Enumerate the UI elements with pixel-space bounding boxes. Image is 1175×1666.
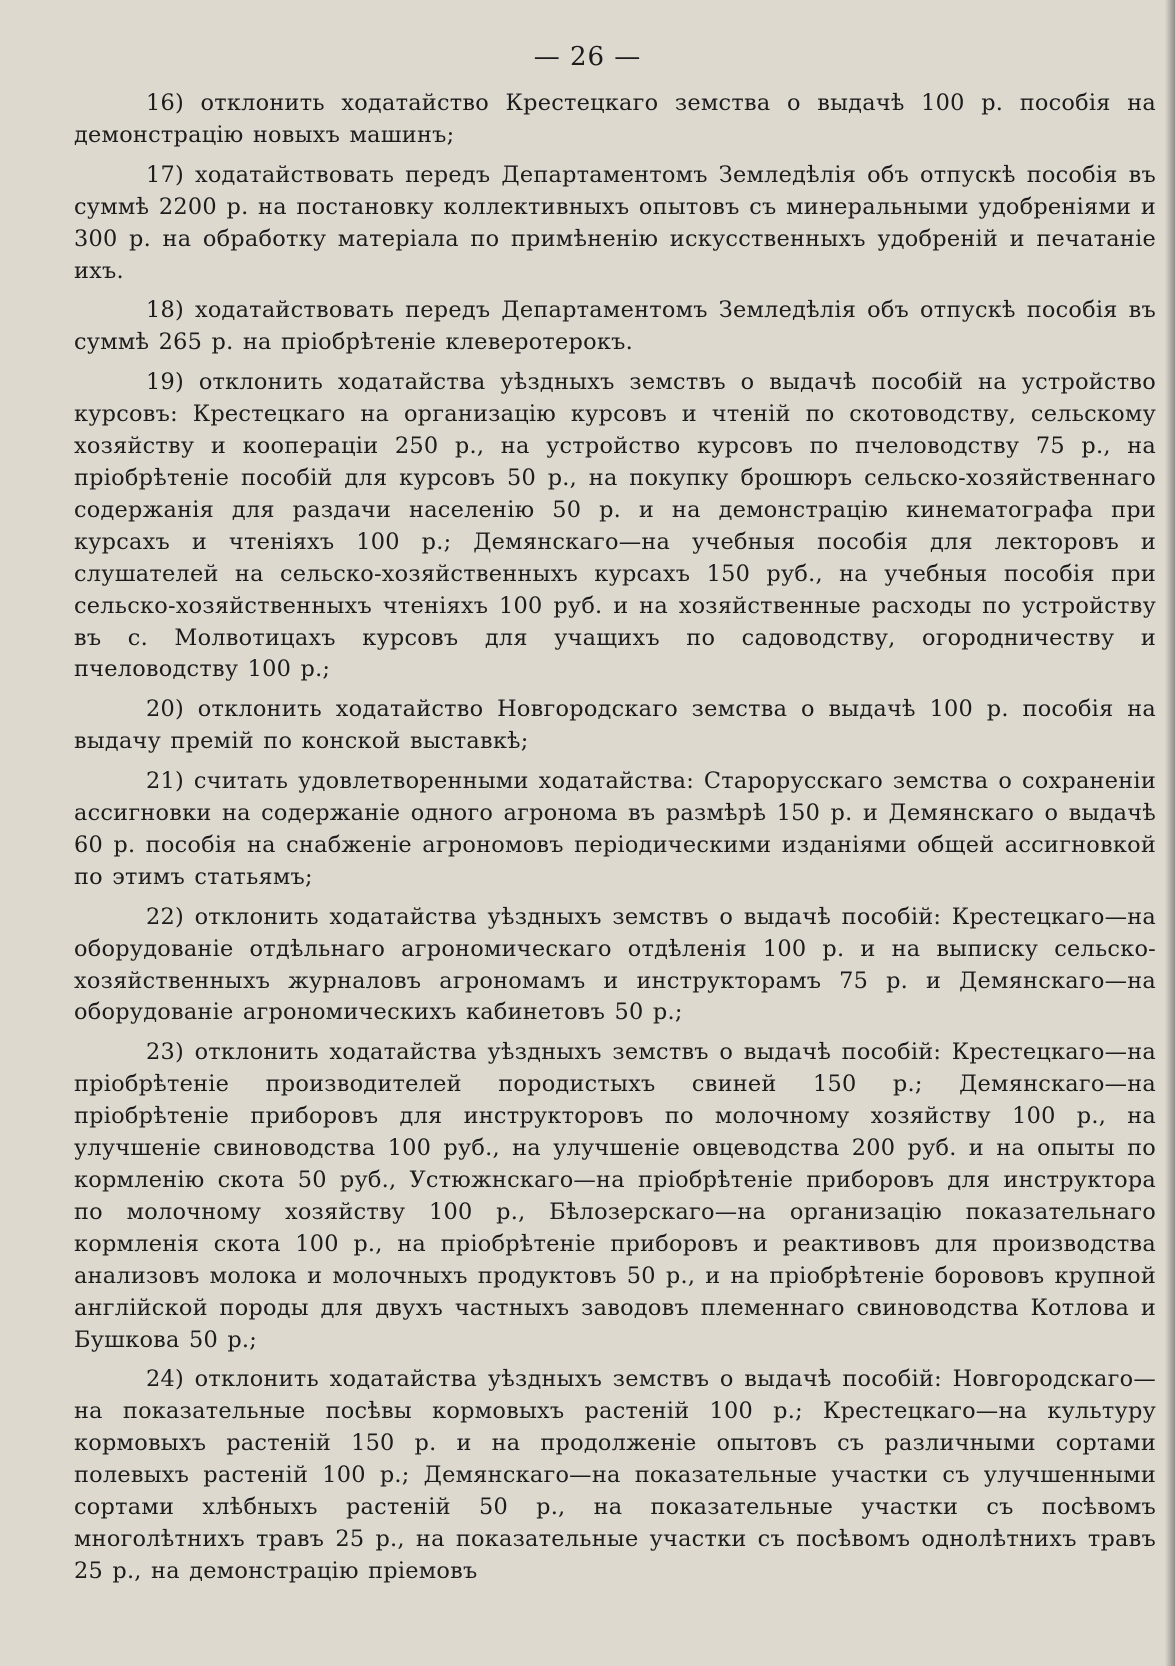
paragraph-18: 18) ходатайствовать передъ Департаментомъ Земледѣлія объ отпускѣ пособія въ суммѣ 265 р. на пріобрѣтеніе клеверотерокъ. (74, 297, 1156, 356)
paragraph-16: 16) отклонить ходатайство Крестецкаго земства о выдачѣ 100 р. пособія на демонстрацію новыхъ машинъ; (74, 90, 1156, 148)
paragraph-24: 24) отклонить ходатайства уѣздныхъ земствъ о выдачѣ пособій: Новгородскаго—на показательные посѣвы кормовыхъ растеній 100 р.; Крестецкаго—на культуру кормовыхъ растеній 150 р. и на продолженіе опытовъ съ различными сортами полевыхъ растеній 100 р.; Демянскаго—на показательные участки съ улучшенными сортами хлѣбныхъ растеній 50 р., на показательные участки съ посѣвомъ многолѣтнихъ травъ 25 р., на показательные участки съ посѣвомъ однолѣтнихъ травъ 25 р., на демонстрацію пріемовъ (74, 1366, 1156, 1584)
page-number: — 26 — (533, 42, 642, 72)
paragraph-21: 21) считать удовлетворенными ходатайства: Старорусскаго земства о сохраненіи ассигновки на содержаніе одного агронома въ размѣрѣ 150 р. и Демянскаго о выдачѣ 60 р. пособія на снабженіе агрономовъ періодическими изданіями общей ассигновкой по этимъ статьямъ; (74, 768, 1156, 890)
text-body (74, 88, 1156, 1596)
paragraph-17: 17) ходатайствовать передъ Департаментомъ Земледѣлія объ отпускѣ пособія въ суммѣ 2200 р. на постановку коллективныхъ опытовъ съ минеральными удобреніями и 300 р. на обработку матеріала по примѣненію искусственныхъ удобреній и печатаніе ихъ. (74, 161, 1156, 284)
paragraph-20: 20) отклонить ходатайство Новгородскаго земства о выдачѣ 100 р. пособія на выдачу премій по конской выставкѣ; (74, 696, 1156, 755)
paragraph-19: 19) отклонить ходатайства уѣздныхъ земствъ о выдачѣ пособій на устройство курсовъ: Крестецкаго на организацію курсовъ и чтеній по скотоводству, сельскому хозяйству и коопераціи 250 р., на устройство курсовъ по пчеловодству 75 р., на пріобрѣтеніе пособій для курсовъ 50 р., на покупку брошюръ сельско-хозяйственнаго содержанія для раздачи населенію 50 р. и на демонстрацію кинематографа при курсахъ и чтеніяхъ 100 р.; Демянскаго—на учебныя пособія для лекторовъ и слушателей на сельско-хозяйственныхъ курсахъ 150 руб., на учебныя пособія при сельско-хозяйственныхъ чтеніяхъ 100 руб. и на хозяйственные расходы по устройству въ с. Молвотицахъ курсовъ для учащихъ по садоводству, огородничеству и пчеловодству 100 р.; (74, 369, 1156, 683)
paragraph-23: 23) отклонить ходатайства уѣздныхъ земствъ о выдачѣ пособій: Крестецкаго—на пріобрѣтеніе производителей породистыхъ свиней 150 р.; Демянскаго—на пріобрѣтеніе приборовъ для инструкторовъ по молочному хозяйству 100 р., на улучшеніе свиноводства 100 руб., на улучшеніе овцеводства 200 руб. и на опыты по кормленію скота 50 руб., Устюжнскаго—на пріобрѣтеніе приборовъ для инструктора по молочному хозяйству 100 р., Бѣлозерскаго—на организацію показательнаго кормленія скота 100 р., на пріобрѣтеніе приборовъ и реактивовъ для производства анализовъ молока и молочныхъ продуктовъ 50 р., и на пріобрѣтеніе борововъ крупной англійской породы для двухъ частныхъ заводовъ племеннаго свиноводства Котлова и Бушкова 50 р.; (74, 1039, 1156, 1353)
paragraph-22: 22) отклонить ходатайства уѣздныхъ земствъ о выдачѣ пособій: Крестецкаго—на оборудованіе отдѣльнаго агрономическаго отдѣленія 100 р. и на выписку сельско-хозяйственныхъ журналовъ агрономамъ и инструкторамъ 75 р. и Демянскаго—на оборудованіе агрономическихъ кабинетовъ 50 р.; (74, 903, 1156, 1026)
page-edge-shadow (1165, 0, 1175, 1666)
